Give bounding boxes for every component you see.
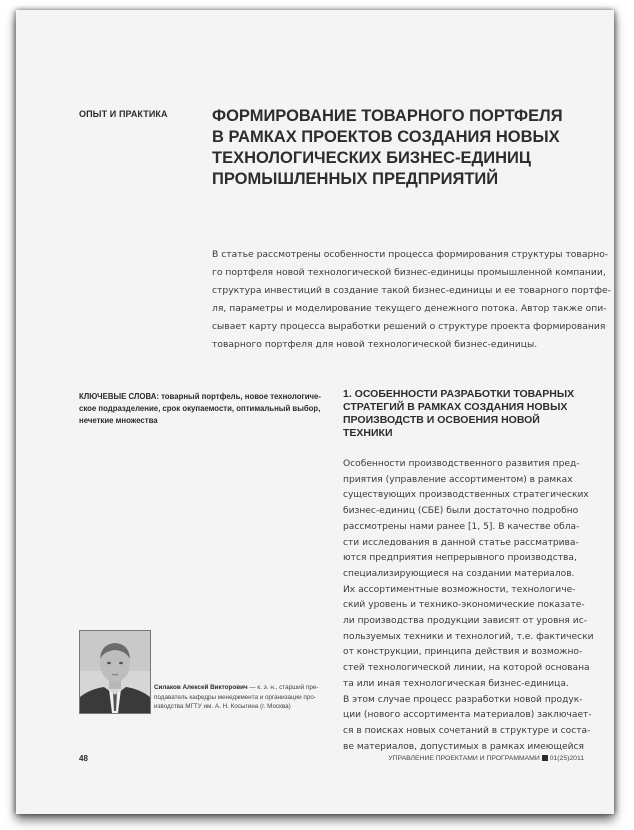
body-line: бизнес-единиц (СБЕ) были достаточно подробно [343,506,579,517]
author-line [154,683,336,693]
square-separator-icon [542,755,548,761]
abstract-line: го портфеля новой технологической бизнес-единицы промышленной компании, [212,267,606,278]
body-line: ве материалов, допустимых в рамках имеющейся [343,741,584,752]
author-info [154,683,336,712]
author-line: изводства МГТУ им. А. Н. Косыгина (г. Москва) [154,703,291,710]
body-line: ции (нового ассортимента материалов) заключает- [343,710,592,721]
body-line: ются предприятия непрерывного производства, [343,553,577,564]
keywords-line: КЛЮЧЕВЫЕ СЛОВА: товарный портфель, новое технологиче- [79,392,321,401]
author-title-part: — к. э. н., старший пре- [247,684,319,691]
body-line: ли производства продукции зависят от уровня ис- [343,616,587,627]
body-line: Особенности производственного развития пред- [343,459,580,469]
abstract-line: ля, параметры и моделирование текущего денежного потока. Автор также опи- [212,303,607,314]
body-line: специализирующиеся на создании материалов. [343,568,575,579]
abstract-line: сывает карту процесса выработки решений о структуре проекта формирования [212,321,606,332]
body-line: та или иная технологическая бизнес-единица. [343,678,569,689]
section-rubric: ОПЫТ И ПРАКТИКА [79,109,168,119]
issue-number: 01(25)2011 [549,755,584,762]
keywords-line: нечеткие множества [79,416,158,425]
body-line: пользуемых техники и технологий, т.е. фактически [343,631,594,642]
author-photo [79,630,151,714]
author-name: Силаков Алексей Викторович [154,684,248,691]
body-line: Их ассортиментные возможности, технологиче- [343,584,576,595]
abstract-line: В статье рассмотрены особенности процесса формирования структуры товарно- [212,249,609,260]
body-line: от конструкции, принципа действия и возможно- [343,647,583,658]
author-line: подаватель кафедры менеджмента и организации про- [154,693,316,701]
title-line: ТЕХНОЛОГИЧЕСКИХ БИЗНЕС-ЕДИНИЦ [212,149,531,167]
keywords [79,391,329,427]
body-line: В этом случае процесс разработки новой продук- [343,694,583,705]
body-line: существующих производственных стратегических [343,490,589,501]
page-number: 48 [79,754,88,763]
abstract [212,246,611,354]
title-line: ФОРМИРОВАНИЕ ТОВАРНОГО ПОРТФЕЛЯ [212,107,563,125]
body-line: сти исследования в данной статье рассматрива- [343,537,579,548]
body-line: ся в поисках новых сочетаний в структуре и соста- [343,725,591,736]
journal-page [16,10,614,814]
abstract-line: структура инвестиций в создание такой бизнес-единицы и ее товарного портфе- [212,285,611,296]
section-heading-line: ПРОИЗВОДСТВ И ОСВОЕНИЯ НОВОЙ [343,414,540,426]
author-portrait-icon [80,631,150,713]
article-title [212,106,592,190]
journal-footer [388,755,584,762]
section-heading-line: 1. ОСОБЕННОСТИ РАЗРАБОТКИ ТОВАРНЫХ [343,388,575,400]
section-heading-line: СТРАТЕГИЙ В РАМКАХ СОЗДАНИЯ НОВЫХ [343,401,568,413]
body-text [343,457,605,755]
body-line: приятия (управление ассортиментом) в рамках [343,474,573,485]
body-line: рассмотрены нами ранее [1, 5]. В качестве обла- [343,521,580,532]
title-line: ПРОМЫШЛЕННЫХ ПРЕДПРИЯТИЙ [212,170,499,188]
body-line: стей технологической линии, на которой основана [343,663,590,674]
body-line: ский уровень и технико-экономические показате- [343,600,585,611]
journal-name: УПРАВЛЕНИЕ ПРОЕКТАМИ И ПРОГРАММАМИ [388,755,540,762]
abstract-line: товарного портфеля для новой технологической бизнес-единицы. [212,339,538,350]
keywords-line: ское подразделение, срок окупаемости, оптимальный выбор, [79,404,321,413]
section-heading-line: ТЕХНИКИ [343,427,393,439]
title-line: В РАМКАХ ПРОЕКТОВ СОЗДАНИЯ НОВЫХ [212,128,560,146]
section-heading [343,388,603,440]
